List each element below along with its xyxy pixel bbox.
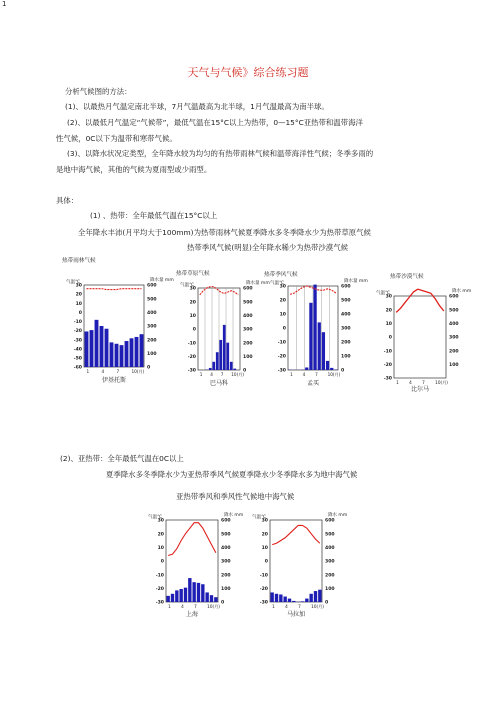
left-axis-label: 气温℃ [148,515,163,520]
left-tick-label: 20 [261,532,268,538]
climate-chart-mumbai [256,268,366,393]
left-tick-label: -20 [383,362,392,368]
precip-bar [90,330,94,367]
right-tick-label: 300 [243,327,253,333]
right-tick-label: 500 [325,532,335,538]
left-tick-label: 0 [388,335,392,341]
precip-bar [95,320,99,367]
precip-bar [209,368,212,370]
precip-bar [184,588,187,602]
precip-bar [197,583,200,602]
x-tick-label: 10(月) [311,604,324,609]
precip-bar [313,285,316,370]
precip-bar [210,595,213,602]
right-tick-label: 100 [341,354,351,360]
left-tick-label: 20 [385,308,392,314]
left-tick-label: 0 [78,310,82,316]
right-tick-label: 200 [221,573,231,579]
plot-frame [166,520,218,602]
page-number: 1 [2,0,7,8]
right-tick-label: 600 [221,518,231,524]
precip-bar [171,594,174,602]
right-tick-label: 100 [243,354,253,360]
subtropical-line-a: 夏季降水多冬季降水少为亚热带季风气候夏季降水少冬季降水多为地中海气候 [106,470,358,479]
x-tick-label: 7 [298,604,301,609]
intro-heading: 分析气候图的方法： [65,87,132,96]
precip-bar [125,341,129,367]
left-tick-label: 10 [261,545,268,551]
place-label: 孟买 [306,380,320,387]
right-tick-label: 100 [147,351,157,357]
right-axis-label: 降水 mm [224,513,244,518]
precip-bar [233,369,236,370]
x-tick-label: 7 [194,604,197,609]
left-tick-label: -10 [277,340,286,346]
temperature-line [272,525,320,544]
tropical-line-b: 热带季风气候(明显)全年降水稀少为热带沙漠气候 [187,243,348,252]
intro-point-3a: (3)、以降水状况定类型，全年降水较为均匀的有热带雨林气候和温带海洋性气候；冬季多雨的 [67,149,374,158]
right-tick-label: 400 [147,310,157,316]
left-tick-label: 0 [160,559,164,565]
x-tick-label: 1 [290,372,293,377]
left-tick-label: -20 [73,329,82,335]
precip-bar [314,591,317,602]
left-tick-label: -50 [73,356,82,362]
plot-frame [394,296,446,378]
precip-bar [135,337,139,367]
tropical-line-a: 全年降水丰沛(月平均大于100mm)为热带雨林气候夏季降水多冬季降水少为热带草原气候 [78,228,371,237]
intro-point-1: (1)、以最热月气温定南北半球，7月气温最高为北半球，1月气温最高为南半球。 [65,102,329,111]
left-tick-label: -20 [277,354,286,360]
right-tick-label: 400 [449,321,459,327]
x-tick-label: 10(月) [327,372,341,377]
x-tick-label: 10(月) [435,380,448,385]
precip-bar [216,352,219,370]
precip-bar [279,594,282,602]
right-tick-label: 400 [325,545,335,551]
x-tick-label: 4 [181,604,184,609]
x-tick-label: 4 [409,380,412,385]
right-tick-label: 600 [325,518,335,524]
left-tick-label: -30 [277,368,286,374]
precip-bar [305,367,308,370]
precip-bar [105,329,109,367]
page-title: 天气与气候》综合练习题 [187,66,309,79]
precip-bar [85,331,89,367]
precip-bar [179,589,182,602]
left-tick-label: 30 [75,283,82,289]
precip-bar [283,597,286,602]
climate-chart-iquitos [60,255,174,385]
place-label: 伊基托斯 [101,377,127,384]
plot-frame [270,520,322,602]
left-tick-label: 30 [385,294,392,300]
place-label: 马拉加 [286,611,306,618]
left-tick-label: -40 [73,347,82,353]
left-tick-label: -10 [73,320,82,326]
x-tick-label: 7 [116,369,120,374]
left-tick-label: 10 [189,313,196,319]
right-tick-label: 0 [147,365,151,371]
tropical-heading: (1) 、热带：全年最低气温在15°C以上 [90,211,218,220]
temperature-line [87,289,142,290]
chart-title: 热带草原气候 [176,271,210,277]
right-tick-label: 0 [341,368,345,374]
precip-bar [120,345,124,367]
left-tick-label: 30 [157,518,164,524]
precip-bar [326,361,329,370]
left-tick-label: 20 [75,292,82,298]
chart-title: 热带沙漠气候 [390,274,424,280]
right-tick-label: 0 [221,600,225,606]
right-tick-label: 500 [243,300,253,306]
precip-bar [166,596,169,602]
temperature-line [396,289,444,312]
x-tick-label: 1 [168,604,171,609]
x-tick-label: 10(月) [231,372,245,377]
right-tick-label: 400 [221,545,231,551]
right-tick-label: 100 [449,362,459,368]
intro-point-2a: (2)、以最低月气温定“气候带”，最低气温在15°C以上为热带，0—15°C亚热带和温带海洋 [67,118,363,127]
precip-bar [140,334,144,367]
place-label: 比尔马 [410,386,430,393]
precip-bar [192,582,195,602]
precip-bar [318,322,321,370]
left-tick-label: 10 [75,301,82,307]
right-tick-label: 600 [243,286,253,292]
left-tick-label: -10 [383,349,392,355]
left-tick-label: -30 [155,600,164,606]
right-tick-label: 300 [147,324,157,330]
left-tick-label: 0 [192,327,196,333]
right-tick-label: 400 [243,313,253,319]
left-tick-label: 10 [157,545,164,551]
left-tick-label: -30 [259,600,268,606]
left-tick-label: 20 [189,300,196,306]
precip-bar [223,325,226,370]
right-tick-label: 600 [147,283,157,289]
place-label: 上海 [185,611,199,618]
precip-bar [130,338,134,367]
precip-bar [214,597,217,602]
subtropical-line-b: 亚热带季风和季风性气候地中海气候 [176,492,295,501]
x-tick-label: 1 [199,372,203,377]
precip-bar [305,599,308,602]
precip-bar [309,303,312,370]
right-tick-label: 200 [243,341,253,347]
right-axis-label: 降水 mm [452,289,472,294]
chart-title: 热带季风气候 [264,272,298,278]
right-tick-label: 300 [221,559,231,565]
left-tick-label: -20 [155,586,164,592]
left-tick-label: 30 [189,286,196,292]
x-tick-label: 1 [272,604,275,609]
right-tick-label: 300 [449,335,459,341]
x-tick-label: 4 [101,369,105,374]
precip-bar [322,332,325,370]
x-tick-label: 7 [220,372,224,377]
left-tick-label: 0 [264,559,268,565]
climate-chart-bilma [372,270,477,395]
subtropical-heading: (2)、亚热带：全年最低气温在0C以上 [60,454,184,463]
left-tick-label: -30 [73,338,82,344]
right-tick-label: 200 [449,349,459,355]
precip-bar [201,584,204,602]
left-axis-label: 气温℃ [252,515,267,520]
right-tick-label: 500 [341,298,351,304]
precip-bar [309,594,312,602]
left-tick-label: -30 [383,376,392,382]
precip-bar [115,344,119,367]
precip-bar [288,599,291,602]
left-tick-label: 30 [261,518,268,524]
left-tick-label: -20 [259,586,268,592]
precip-bar [219,340,222,370]
left-tick-label: -20 [187,354,196,360]
left-tick-label: 30 [279,284,286,290]
left-axis-label: 气温℃ [180,283,195,288]
right-tick-label: 600 [449,294,459,300]
climate-chart-bamako [168,268,268,393]
precip-bar [330,368,333,370]
x-tick-label: 4 [302,372,306,377]
left-tick-label: -10 [187,341,196,347]
left-tick-label: 10 [279,312,286,318]
precip-bar [205,592,208,602]
right-tick-label: 600 [341,284,351,290]
right-tick-label: 100 [325,586,335,592]
left-tick-label: -10 [259,573,268,579]
temperature-line [168,523,216,556]
precip-bar [292,601,295,602]
left-tick-label: -10 [155,573,164,579]
left-tick-label: -30 [187,368,196,374]
precip-bar [270,592,273,602]
right-tick-label: 300 [341,326,351,332]
x-tick-label: 1 [396,380,399,385]
x-tick-label: 7 [422,380,425,385]
precip-bar [318,590,321,602]
intro-point-3b: 是地中海气候，其他的气候为夏雨型或少雨型。 [56,165,212,174]
precip-bar [188,578,191,602]
climate-chart-malaga [240,502,352,622]
x-tick-label: 4 [285,604,288,609]
right-tick-label: 400 [341,312,351,318]
right-axis-label: 降水 mm [328,513,348,518]
x-tick-label: 1 [86,369,90,374]
right-tick-label: 500 [147,297,157,303]
precip-bar [226,343,229,370]
left-axis-label: 气温℃ [376,291,391,296]
right-tick-label: 0 [325,600,329,606]
x-tick-label: 10(月) [131,369,145,374]
right-tick-label: 0 [243,368,247,374]
right-axis-label: 降水量 mm [246,281,270,286]
left-axis-label: 气温℃ [66,280,81,285]
left-tick-label: 20 [279,298,286,304]
precip-bar [100,326,104,367]
right-tick-label: 100 [221,586,231,592]
left-tick-label: 10 [385,321,392,327]
specific-heading: 具体： [56,196,79,205]
intro-point-2b: 性气候，0C以下为温带和寒带气候。 [56,134,177,143]
place-label: 巴马科 [209,380,229,387]
left-tick-label: 0 [282,326,286,332]
right-axis-label: 降水量 mm [344,279,368,284]
chart-title: 热带雨林气候 [62,258,96,264]
precip-bar [212,362,215,370]
precip-bar [275,594,278,602]
x-tick-label: 7 [315,372,318,377]
left-tick-label: 20 [157,532,164,538]
left-axis-label: 气温℃ [270,281,285,286]
x-tick-label: 4 [210,372,213,377]
left-tick-label: -60 [73,365,82,371]
precip-bar [230,362,233,370]
right-tick-label: 500 [449,308,459,314]
precip-bar [110,342,114,367]
right-tick-label: 300 [325,559,335,565]
right-axis-label: 降水量 mm [150,278,174,283]
right-tick-label: 200 [147,338,157,344]
precip-bar [175,590,178,602]
climate-chart-shanghai [136,502,248,622]
right-tick-label: 200 [341,340,351,346]
x-tick-label: 10(月) [207,604,220,609]
precip-bar [301,601,304,602]
right-tick-label: 500 [221,532,231,538]
right-tick-label: 200 [325,573,335,579]
